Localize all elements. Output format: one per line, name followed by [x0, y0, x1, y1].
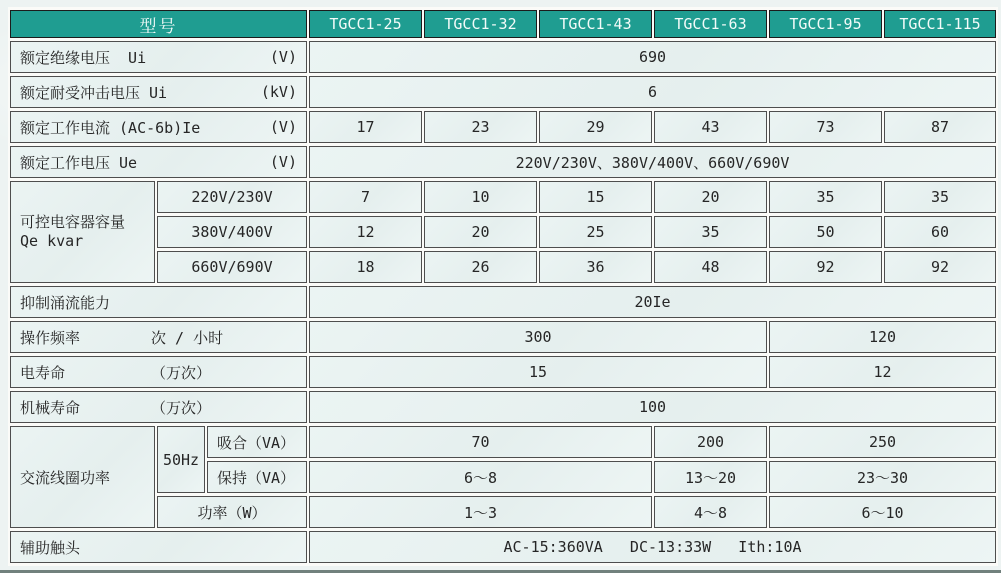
row-capacitor-380: [10, 216, 996, 248]
row-operating-frequency: [10, 321, 996, 353]
current-value: 73: [769, 111, 882, 143]
current-value: 87: [884, 111, 996, 143]
cap-value: 92: [769, 251, 882, 283]
label-unit-text: （万次）: [151, 398, 212, 417]
cap-value: 7: [309, 181, 422, 213]
row-inrush: [10, 286, 996, 318]
header-row: [10, 10, 996, 38]
row-insulation-voltage: [10, 41, 996, 73]
cap-value: 48: [654, 251, 767, 283]
spec-table: [8, 7, 998, 566]
sublabel-660v-690v: 660V/690V: [157, 251, 307, 283]
row-working-voltage: [10, 146, 996, 178]
value-auxiliary-contacts: AC-15:360VA DC-13:33W Ith:10A: [309, 531, 996, 563]
value-impulse-voltage: 6: [309, 76, 996, 108]
label-operating-frequency: [10, 321, 307, 353]
sublabel-380v-400v: 380V/400V: [157, 216, 307, 248]
label-text: 机械寿命: [20, 398, 81, 417]
label-text: 额定工作电流 (AC-6b)Ie: [20, 118, 201, 137]
cap-value: 26: [424, 251, 537, 283]
label-text: 额定工作电压 Ue: [20, 153, 138, 172]
model-header-tgcc1-63: TGCC1-63: [654, 10, 767, 38]
current-value: 29: [539, 111, 652, 143]
model-header-tgcc1-43: TGCC1-43: [539, 10, 652, 38]
model-header-tgcc1-95: TGCC1-95: [769, 10, 882, 38]
row-auxiliary-contacts: [10, 531, 996, 563]
sublabel-pickup-va: 吸合（VA）: [207, 426, 307, 458]
row-coil-power-w: [10, 496, 996, 528]
row-working-current: [10, 111, 996, 143]
cap-value: 92: [884, 251, 996, 283]
label-text: 额定绝缘电压 Ui: [20, 48, 147, 67]
label-unit-text: 次 / 小时: [151, 328, 224, 347]
model-column-title: 型号: [10, 10, 307, 38]
value-inrush: 20Ie: [309, 286, 996, 318]
label-coil-power: 交流线圈功率: [10, 426, 155, 528]
cap-value: 20: [654, 181, 767, 213]
cap-value: 10: [424, 181, 537, 213]
coil-holding-v3: 23～30: [769, 461, 996, 493]
value-elec-life-right: 12: [769, 356, 996, 388]
current-value: 17: [309, 111, 422, 143]
coil-pickup-v2: 200: [654, 426, 767, 458]
label-coil-frequency: 50Hz: [157, 426, 205, 493]
model-header-tgcc1-32: TGCC1-32: [424, 10, 537, 38]
coil-pickup-v1: 70: [309, 426, 652, 458]
value-elec-life-left: 15: [309, 356, 767, 388]
label-working-current: [10, 111, 307, 143]
row-electrical-life: [10, 356, 996, 388]
row-impulse-voltage: [10, 76, 996, 108]
current-value: 23: [424, 111, 537, 143]
label-insulation-voltage: [10, 41, 307, 73]
unit-text: (V): [269, 48, 297, 66]
model-header-tgcc1-115: TGCC1-115: [884, 10, 996, 38]
label-text: 操作频率: [20, 328, 81, 347]
coil-power-v2: 4～8: [654, 496, 767, 528]
unit-text: (kV): [260, 83, 297, 101]
value-op-freq-left: 300: [309, 321, 767, 353]
label-impulse-voltage: [10, 76, 307, 108]
value-op-freq-right: 120: [769, 321, 996, 353]
coil-holding-v1: 6～8: [309, 461, 652, 493]
cap-value: 50: [769, 216, 882, 248]
label-auxiliary-contacts: 辅助触头: [10, 531, 307, 563]
row-capacitor-220: [10, 181, 996, 213]
cap-value: 35: [654, 216, 767, 248]
label-line1: 可控电容器容量: [20, 213, 126, 232]
label-unit-text: （万次）: [151, 363, 212, 382]
model-header-tgcc1-25: TGCC1-25: [309, 10, 422, 38]
label-text: 电寿命: [20, 363, 66, 382]
coil-holding-v2: 13～20: [654, 461, 767, 493]
sublabel-holding-va: 保持（VA）: [207, 461, 307, 493]
cap-value: 60: [884, 216, 996, 248]
cap-value: 35: [884, 181, 996, 213]
cap-value: 18: [309, 251, 422, 283]
unit-text: (V): [269, 153, 297, 171]
current-value: 43: [654, 111, 767, 143]
value-insulation-voltage: 690: [309, 41, 996, 73]
label-text: 额定耐受冲击电压 Ui: [20, 83, 168, 102]
label-inrush: 抑制涌流能力: [10, 286, 307, 318]
label-capacitor-capacity: [10, 181, 155, 283]
value-mech-life: 100: [309, 391, 996, 423]
coil-power-v1: 1～3: [309, 496, 652, 528]
row-capacitor-660: [10, 251, 996, 283]
value-working-voltage: 220V/230V、380V/400V、660V/690V: [309, 146, 996, 178]
label-line2: Qe kvar: [20, 232, 84, 250]
label-electrical-life: [10, 356, 307, 388]
sublabel-power-w: 功率（W）: [157, 496, 307, 528]
cap-value: 36: [539, 251, 652, 283]
cap-value: 15: [539, 181, 652, 213]
row-mechanical-life: [10, 391, 996, 423]
label-working-voltage: [10, 146, 307, 178]
unit-text: (V): [269, 118, 297, 136]
label-mechanical-life: [10, 391, 307, 423]
sublabel-220v-230v: 220V/230V: [157, 181, 307, 213]
coil-power-v3: 6～10: [769, 496, 996, 528]
row-coil-pickup: [10, 426, 996, 458]
cap-value: 25: [539, 216, 652, 248]
cap-value: 35: [769, 181, 882, 213]
coil-pickup-v3: 250: [769, 426, 996, 458]
cap-value: 12: [309, 216, 422, 248]
cap-value: 20: [424, 216, 537, 248]
